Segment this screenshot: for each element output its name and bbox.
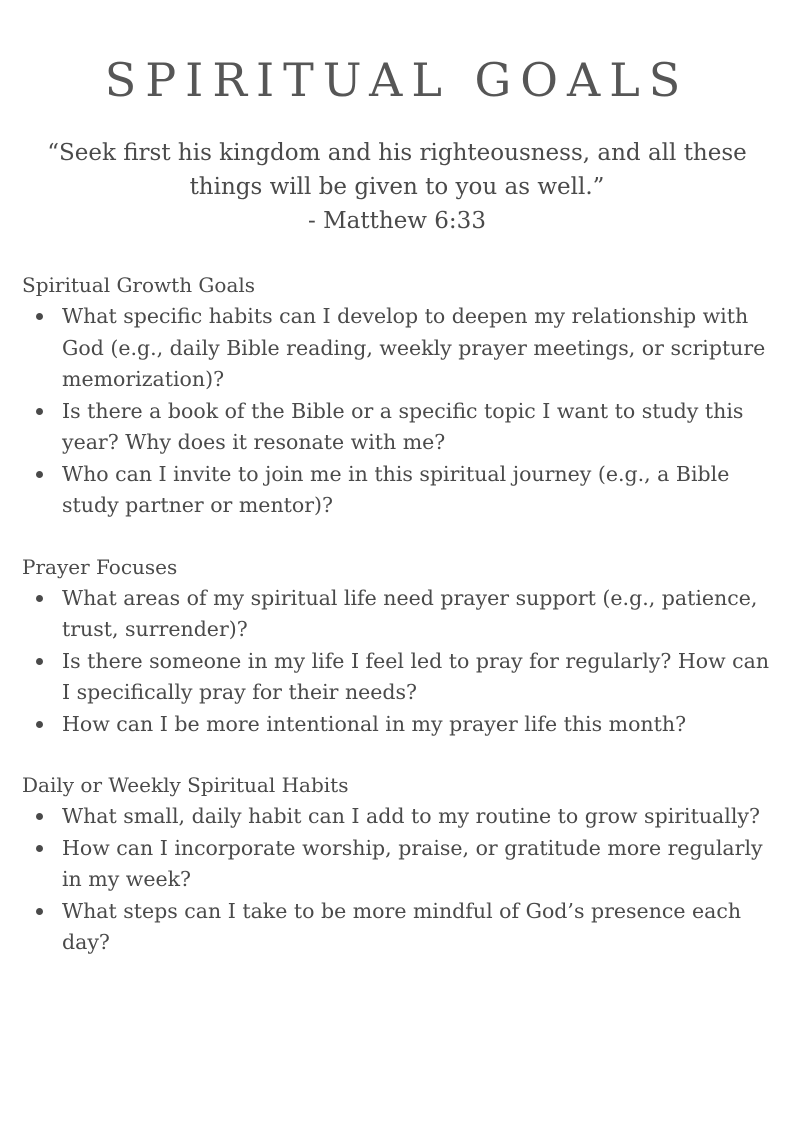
question-list (22, 583, 782, 741)
list-item (62, 833, 782, 896)
question-text: How can I incorporate worship, praise, or gratitude more regularly in my week? (62, 835, 763, 891)
bullet-icon (36, 658, 43, 665)
list-item (62, 396, 782, 459)
section-spiritual-growth-goals (22, 270, 782, 522)
list-item (62, 583, 782, 646)
section-heading: Prayer Focuses (22, 554, 178, 579)
quote-text: “Seek first his kingdom and his righteousness, and all these things will be given to you as well.” (47, 140, 747, 200)
question-text: What specific habits can I develop to deepen my relationship with God (e.g., daily Bible reading, weekly prayer meetings, or scripture memorization)? (62, 304, 766, 391)
bullet-icon (36, 908, 43, 915)
question-text: What areas of my spiritual life need prayer support (e.g., patience, trust, surrender)? (62, 585, 758, 641)
list-item (62, 801, 782, 833)
bullet-icon (36, 845, 43, 852)
list-item (62, 459, 782, 522)
question-text: How can I be more intentional in my prayer life this month? (62, 711, 687, 736)
question-text: What small, daily habit can I add to my routine to grow spiritually? (62, 804, 760, 828)
section-heading: Spiritual Growth Goals (22, 273, 256, 297)
question-list (22, 301, 782, 522)
list-item (62, 709, 782, 741)
question-list (22, 801, 782, 959)
bullet-icon (36, 721, 43, 728)
question-text: Is there someone in my life I feel led to pray for regularly? How can I specifically pray for their needs? (62, 648, 770, 704)
page-title: SPIRITUAL GOALS (104, 53, 690, 107)
bullet-icon (36, 408, 43, 415)
section-daily-weekly-habits (22, 770, 782, 959)
section-heading: Daily or Weekly Spiritual Habits (22, 773, 349, 797)
list-item (62, 646, 782, 709)
bible-quote (20, 136, 774, 238)
question-text: What steps can I take to be more mindful of God’s presence each day? (62, 898, 742, 954)
bullet-icon (36, 471, 43, 478)
question-text: Is there a book of the Bible or a specific topic I want to study this year? Why does it resonate with me? (62, 398, 744, 454)
question-text: Who can I invite to join me in this spiritual journey (e.g., a Bible study partner or mentor)? (62, 461, 730, 517)
bullet-icon (36, 313, 43, 320)
quote-reference: - Matthew 6:33 (308, 208, 486, 234)
bullet-icon (36, 813, 43, 820)
list-item (62, 896, 782, 959)
bullet-icon (36, 595, 43, 602)
goal-sections (22, 270, 782, 989)
list-item (62, 301, 782, 396)
section-prayer-focuses (22, 552, 782, 741)
